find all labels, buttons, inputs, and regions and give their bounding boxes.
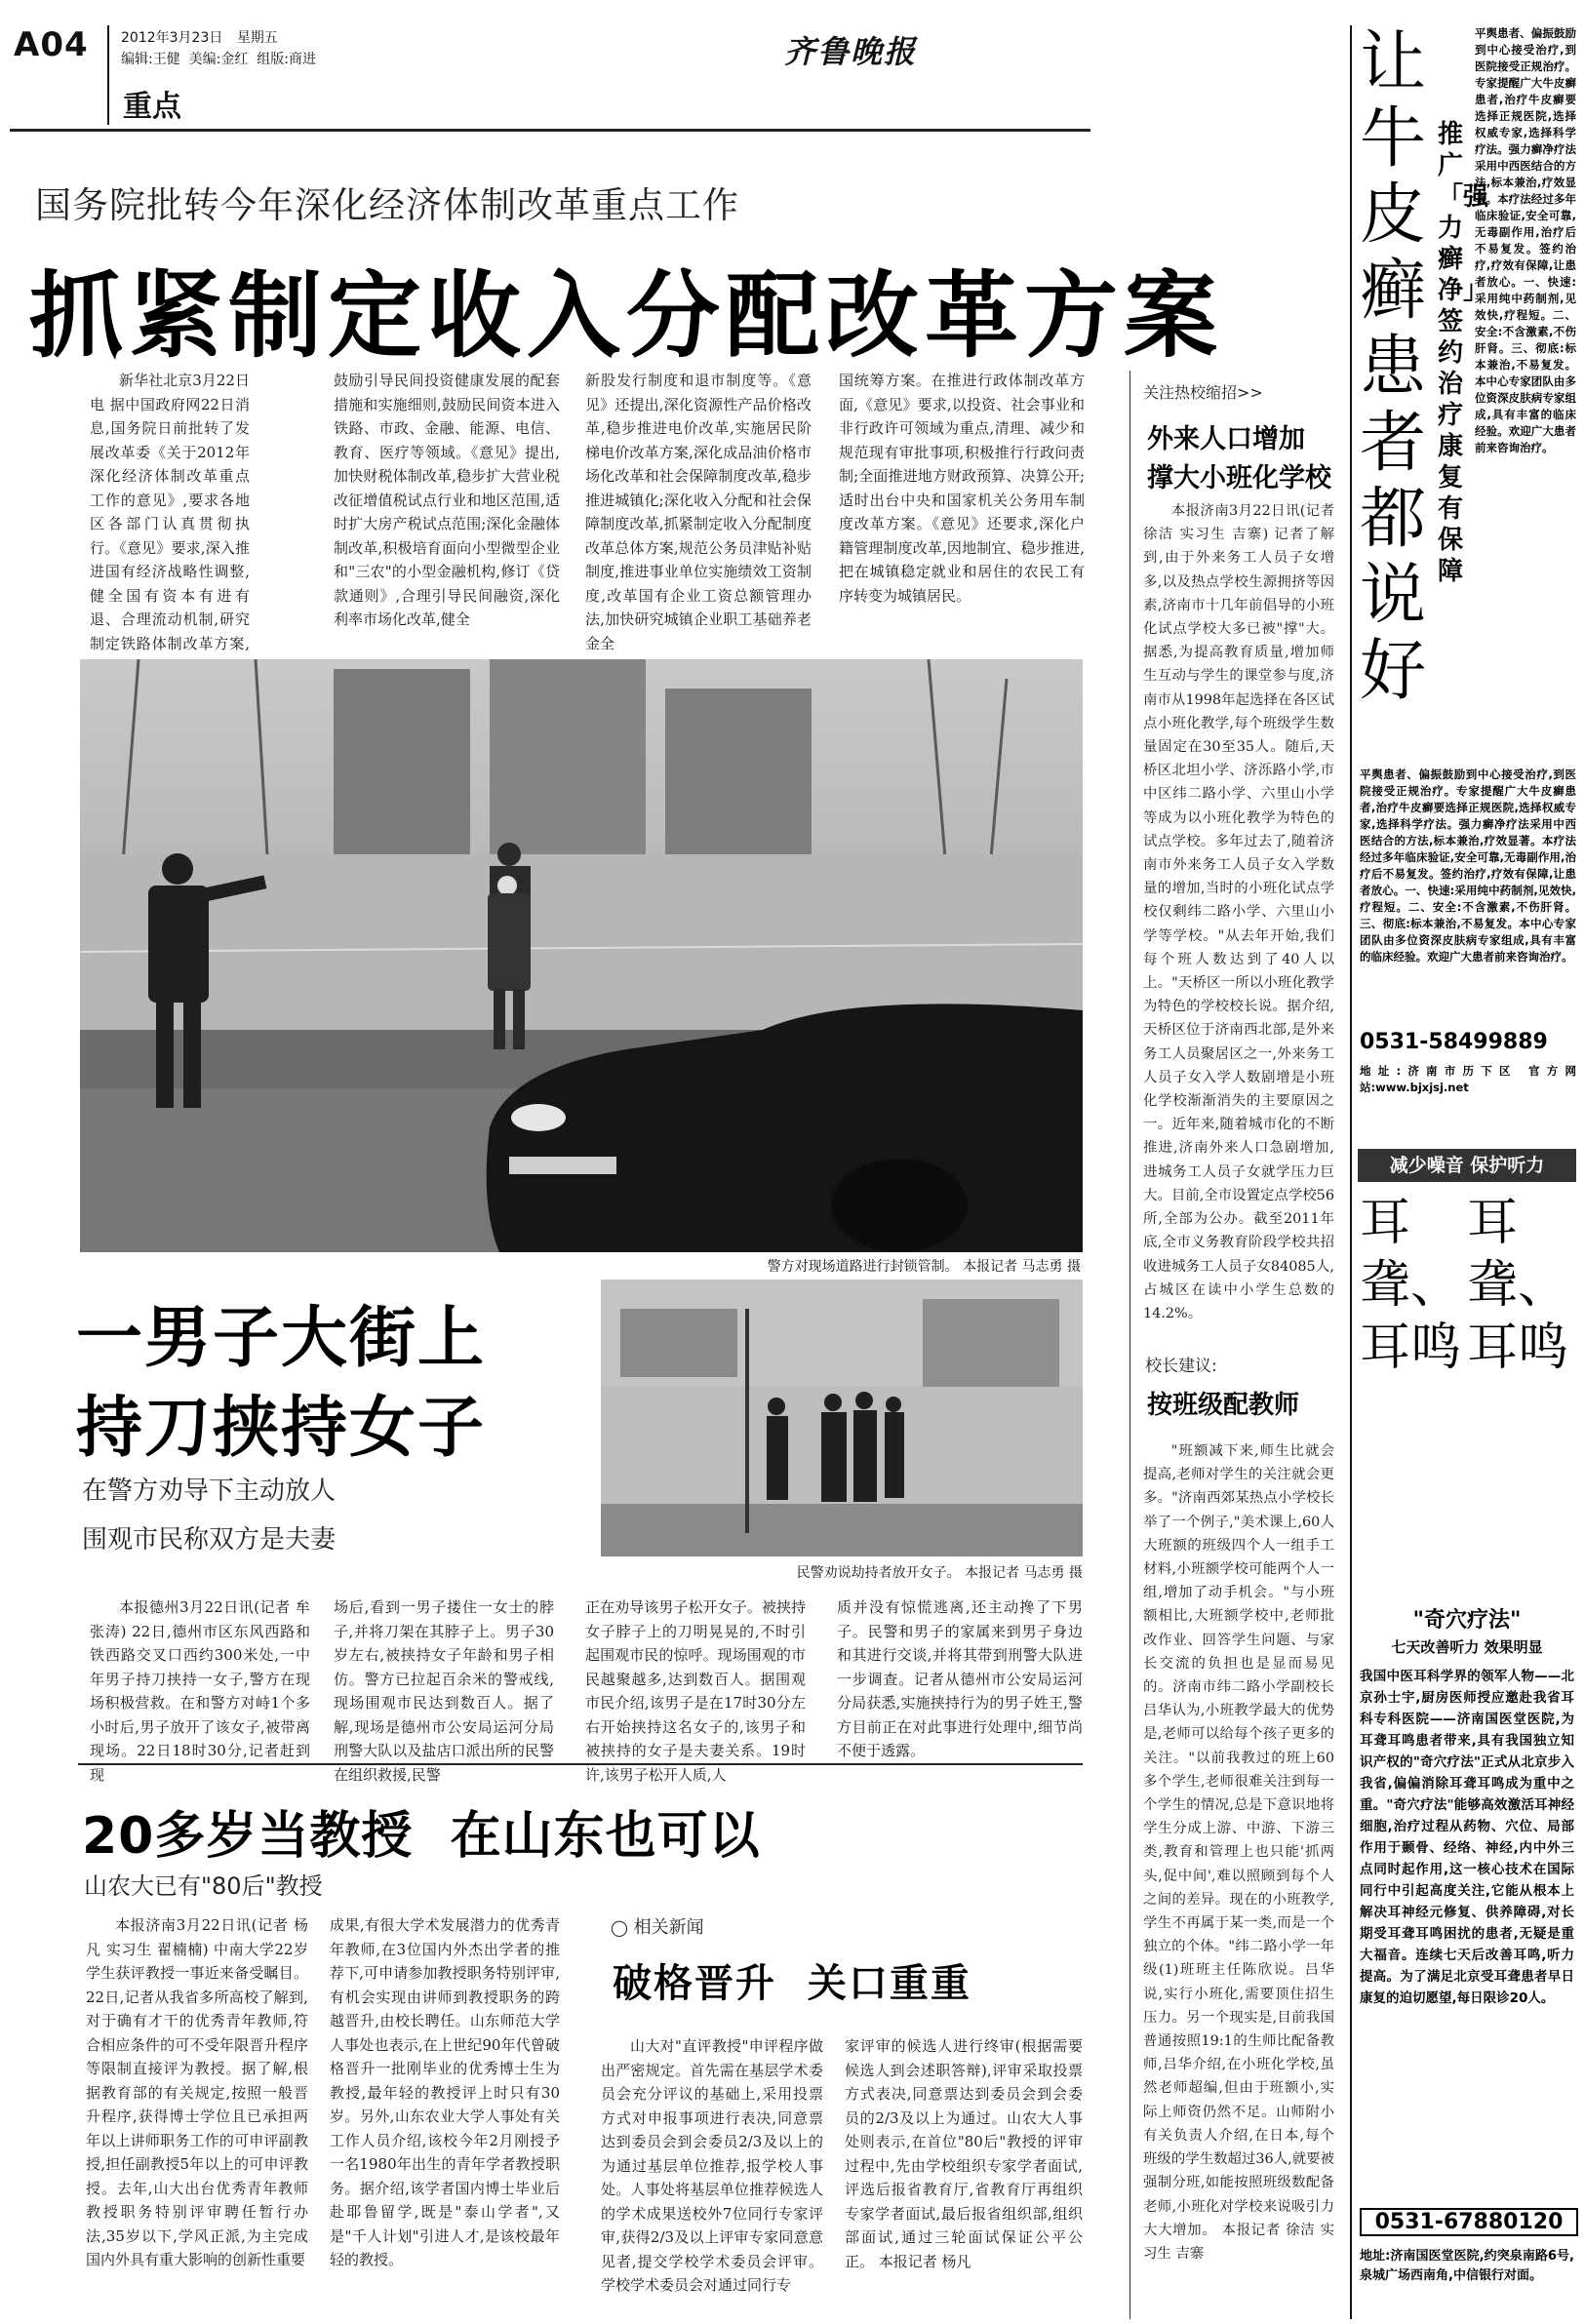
story3-column-1 xyxy=(86,1913,308,2315)
ad-divider xyxy=(1350,25,1352,2319)
story1-column-3 xyxy=(585,369,812,651)
psoriasis-ad-hotline: 0531-58499889 xyxy=(1360,1030,1548,1054)
page-number: A04 xyxy=(14,25,89,64)
story2-column-3 xyxy=(585,1595,806,1784)
section-title: 重点 xyxy=(123,90,181,124)
hearing-ad-sub2: 七天改善听力 效果明显 xyxy=(1391,1638,1543,1656)
story2-column-2 xyxy=(334,1595,554,1784)
related-news-label-text: 相关新闻 xyxy=(633,1917,704,1938)
story2-subhead-2: 围观市民称双方是夫妻 xyxy=(82,1525,337,1555)
related-news-headline: 破格晋升 关口重重 xyxy=(613,1961,971,2006)
story2-col3-text: 正在劝导该男子松开女子。被挟持女子脖子上的刀明晃晃的,不时引起围观市民的惊呼。现场围观的市民越聚越多,达到数百人。据围观市民介绍,该男子是在17时30分左右开始挟持这名女子的,该男子和被挟持的女子是夫妻关系。19时许,该男子松开人质,人 xyxy=(585,1598,806,1784)
story2-column-4 xyxy=(837,1595,1083,1759)
hearing-ad-banner: 减少噪音 保护听力 xyxy=(1358,1149,1576,1182)
paper-logo: 齐鲁晚报 xyxy=(784,33,918,70)
story1-col4-text: 国统筹方案。在推进行政体制改革方面,《意见》要求,以投资、社会事业和非行政许可领域为重点,清理、减少和规范现有审批事项,积极推行行政问责制;全面推进地方财政预算、决算公开;适时出台中央和国家机关公务用车制度改革方案。《意见》还要求,深化户籍管理制度改革,因地制宜、稳步推进,把在城镇稳定就业和居住的农民工有序转变为城镇居民。 xyxy=(839,372,1085,605)
story2-photo-illustration xyxy=(601,1280,1083,1556)
story2-headline-line2: 持刀挟持女子 xyxy=(76,1390,487,1467)
story3-col1-text: 本报济南3月22日讯(记者 杨凡 实习生 翟楠楠) 中南大学22岁学生获评教授一事近来备受瞩目。22日,记者从我省多所高校了解到,对于确有才干的优秀青年教师,符合相应条件的可不受年限晋升程序等限制直接评为教授。据了解,根据教育部的有关规定,按照一般晋升程序,获得博士学位且已承担两年以上讲师职务工作的可申评副教授,担任副教授5年以上的可申评教授。去年,山大出台优秀青年教师教授职务特别评审聘任暂行办法,35岁以下,学风正派,为主完成国内外具有重大影响的创新性重要 xyxy=(86,1916,308,2268)
story1-column-4 xyxy=(839,369,1085,651)
masthead-divider xyxy=(107,25,109,125)
related-news-icon: ◯ xyxy=(611,1918,628,1937)
related-col1-text: 山大对"直评教授"申评程序做出严密规定。首先需在基层学术委员会充分评议的基础上,采用投票方式对申报事项进行表决,同意票达到委员会到会委员2/3及以上的为通过基层单位推荐,报学校人事处。人事处将基层单位推荐候选人的学术成果送校外7位同行专家评审,获得2/3及以上评审专家同意意见者,提交学校学术委员会评审。学校学术委员会对通过同行专 xyxy=(601,2037,823,2294)
editors-line: 编辑:王健 美编:金红 组版:商进 xyxy=(121,52,316,67)
hearing-ad-sub: "奇穴疗法" xyxy=(1412,1608,1522,1633)
story2-photo-caption: 民警劝说劫持者放开女子。 本报记者 马志勇 摄 xyxy=(796,1565,1083,1581)
story4-body2-text: "班额减下来,师生比就会提高,老师对学生的关注就会更多。"济南西郊某热点小学校长举了一个例子,"美术课上,60人大班额的班级四个人一组手工材料,小班额学校可能两个人一组,增加了动手机会。"与小班额相比,大班额学校中,老师批改作业、回答学生问题、与家长交流的负担也是显而易见的。济南市纬二路小学副校长吕华认为,小班教学最大的优势是,老师可以给每个孩子更多的关注。"以前我教过的班上60多个学生,老师很难关注到每一个学生的情况,总是下意识地将学生分成上游、中游、下游三类,教育和管理上也只能'抓两头,促中间',难以照顾到每个人之间的差异。现在的小班教学,学生不再属于某一类,而是一个独立的个体。"纬二路小学一年级(1)班班主任陈欣说。吕华说,实行小班化,需要顶住招生压力。另一个现实是,目前我国普通按照19:1的生师比配备教师,吕华介绍,在小班化学校,虽然老师超编,但由于班额小,实际上师资仍然不足。山师附小有关负责人介绍,在日本,每个班级的学生数超过36人,就要被强制分班,如能按照班级数配备老师,小班化对学校来说吸引力大大增加。 本报记者 徐洁 实习生 吉寨 xyxy=(1143,1443,1334,2262)
story4-sub-headline: 按班级配教师 xyxy=(1147,1391,1300,1420)
story1-col1-text: 新华社北京3月22日电 据中国政府网22日消息,国务院日前批转了发展改革委《关于2012年深化经济体制改革重点工作的意见》,要求各地区各部门认真贯彻执行。《意见》要求,深入推进国有经济战略性调整,健全国有资本有进有退、合理流动机制,研究制定铁路体制改革方案, xyxy=(90,372,250,652)
story3-headline: 20多岁当教授 在山东也可以 xyxy=(82,1807,761,1866)
psoriasis-ad-body-right: 平舆患者、偏振鼓励到中心接受治疗,到医院接受正规治疗。专家提醒广大牛皮癣患者,治疗牛皮癣要选择正规医院,选择权威专家,选择科学疗法。强力癣净疗法采用中西医结合的方法,标本兼治,疗效显著。本疗法经过多年临床验证,安全可靠,无毒副作用,治疗后不易复发。签约治疗,疗效有保障,让患者放心。一、快速:采用纯中药制剂,见效快,疗程短。二、安全:不含激素,不伤肝肾。三、彻底:标本兼治,不易复发。本中心专家团队由多位资深皮肤病专家组成,具有丰富的临床经验。欢迎广大患者前来咨询治疗。 xyxy=(1475,26,1576,454)
related-column-2 xyxy=(845,2034,1083,2315)
masthead-rule xyxy=(10,129,1090,132)
story2-col2-text: 场后,看到一男子搂住一女士的脖子,并将刀架在其脖子上。男子30岁左右,被挟持女子年龄和男子相仿。警方已拉起百余米的警戒线,现场围观市民达到数百人。据了解,现场是德州市公安局运河分局刑警大队以及盐店口派出所的民警在组织救援,民警 xyxy=(334,1598,554,1784)
psoriasis-ad-headline: 让牛皮癣患者都说好 xyxy=(1360,24,1427,710)
hearing-ad xyxy=(1358,1149,1576,2319)
story2-headline-line1: 一男子大街上 xyxy=(76,1300,487,1377)
story4-headline-line2: 撑大小班化学校 xyxy=(1147,463,1331,493)
related-column-1 xyxy=(601,2034,823,2315)
psoriasis-ad-sub: 推广「强力癣净」签约治疗康复有保障 xyxy=(1438,120,1489,586)
hearing-ad-body: 我国中医耳科学界的领军人物——北京孙士宇,厨房医师授应邀赴我省耳科专科医院——济南国医堂医院,为耳聋耳鸣患者带来,具有我国独立知识产权的"奇穴疗法"正式从北京步入我省,偏偏消除耳聋耳鸣成为重中之重。"奇穴疗法"能够高效激活耳神经细胞,治疗过程从药物、穴位、局部作用于颞骨、经络、神经,内中外三点同时起作用,这一核心技术在国际同行中引起高度关注,它能从根本上解决耳神经元修复、供养障碍,对长期受耳聋耳鸣困扰的患者,无疑是重大福音。连续七天后改善耳鸣,听力提高。为了满足北京受耳聋患者早日康复的迫切愿望,每日限诊20人。 xyxy=(1360,1669,1574,2006)
story3-subhead: 山农大已有"80后"教授 xyxy=(84,1872,323,1900)
hearing-ad-headline-b: 耳聋、耳鸣 xyxy=(1467,1194,1569,1377)
story2-column-1 xyxy=(90,1595,310,1784)
hearing-ad-phone: 0531-67880120 xyxy=(1360,2208,1578,2236)
psoriasis-ad xyxy=(1358,25,1576,1137)
date-text: 2012年3月23日 xyxy=(121,30,223,46)
issue-date xyxy=(121,27,278,47)
weekday-text: 星期五 xyxy=(236,30,278,46)
sidebar-divider xyxy=(1129,371,1130,2319)
story1-kicker: 国务院批转今年深化经济体制改革重点工作 xyxy=(35,184,739,226)
story2-bottom-rule xyxy=(78,1763,1083,1765)
main-photo xyxy=(80,659,1083,1252)
story1-col3-text: 新股发行制度和退市制度等。《意见》还提出,深化资源性产品价格改革,稳步推进电价改革,实施居民阶梯电价改革方案,深化成品油价格市场化改革和社会保障制度改革,稳步推进城镇化;深化收入分配和社会保障制度改革,抓紧制定收入分配制度改革总体方案,规范公务员津贴补贴制度,推进事业单位实施绩效工资制度,改革国有企业工资总额管理办法,加快研究城镇企业职工基础养老金全 xyxy=(585,372,812,652)
main-photo-illustration xyxy=(80,659,1083,1252)
related-news-label xyxy=(611,1913,704,1939)
psoriasis-ad-address: 地址:济南市历下区 官方网站:www.bjxjsj.net xyxy=(1360,1064,1576,1094)
story1-col2-text: 鼓励引导民间投资健康发展的配套措施和实施细则,鼓励民间资本进入铁路、市政、金融、能源、电信、教育、医疗等领域。《意见》提出,加快财税体制改革,稳步扩大营业税改征增值税试点行业和地区范围,适时扩大房产税试点范围;深化金融体制改革,积极培育面向小型微型企业和"三农"的小型金融机构,修订《贷款通则》,合理引导民间融资,深化利率市场化改革,健全 xyxy=(334,372,560,628)
story2-col1-text: 本报德州3月22日讯(记者 牟张涛) 22日,德州市区东风西路和铁西路交叉口西约300米处,一中年男子持刀挟持一女子,警方在现场积极营救。在和警方对峙1个多小时后,男子放开了该女子,被带离现场。22日18时30分,记者赶到现 xyxy=(90,1598,310,1784)
hearing-ad-headline-a: 耳聋、耳鸣 xyxy=(1360,1194,1462,1377)
main-photo-caption: 警方对现场道路进行封锁管制。 本报记者 马志勇 摄 xyxy=(767,1259,1081,1275)
story4-tag: 关注热校缩招>> xyxy=(1143,383,1263,402)
story1-column-2 xyxy=(334,369,560,651)
story4-body xyxy=(1143,499,1334,1330)
story2-subhead-1: 在警方劝导下主动放人 xyxy=(82,1477,337,1506)
story2-col4-text: 质并没有惊慌逃离,还主动搀了下男子。民警和男子的家属来到男子身边和其进行交谈,并将其带到刑警大队进一步调查。记者从德州市公安局运河分局获悉,实施挟持行为的男子姓王,警方目前正在对此事进行处理中,细节尚不便于透露。 xyxy=(837,1598,1083,1759)
story4-headline-line1: 外来人口增加 xyxy=(1147,424,1305,454)
story4-body-2 xyxy=(1143,1439,1334,2315)
psoriasis-ad-body-bottom: 平舆患者、偏振鼓励到中心接受治疗,到医院接受正规治疗。专家提醒广大牛皮癣患者,治疗牛皮癣要选择正规医院,选择权威专家,选择科学疗法。强力癣净疗法采用中西医结合的方法,标本兼治,疗效显著。本疗法经过多年临床验证,安全可靠,无毒副作用,治疗后不易复发。签约治疗,疗效有保障,让患者放心。一、快速:采用纯中药制剂,见效快,疗程短。二、安全:不含激素,不伤肝肾。三、彻底:标本兼治,不易复发。本中心专家团队由多位资深皮肤病专家组成,具有丰富的临床经验。欢迎广大患者前来咨询治疗。 xyxy=(1360,768,1576,964)
related-col2-text: 家评审的候选人进行终审(根据需要候选人到会述职答辩),评审采取投票方式表决,同意票达到委员会到会委员的2/3及以上为通过。山农大人事处则表示,在首位"80后"教授的评审过程中,先由学校组织专家学者面试,评选后报省教育厅,省教育厅再组织专家学者面试,最后报省组织部,组织部面试,通过三轮面试保证公平公正。 本报记者 杨凡 xyxy=(845,2037,1083,2270)
story3-column-2 xyxy=(330,1913,560,2315)
story4-sub-label: 校长建议: xyxy=(1145,1357,1217,1376)
hearing-ad-address: 地址:济南国医堂医院,约突泉南路6号,泉城广场西南角,中信银行对面。 xyxy=(1360,2249,1574,2283)
story2-photo xyxy=(601,1280,1083,1556)
story4-body-text: 本报济南3月22日讯(记者 徐洁 实习生 吉寨) 记者了解到,由于外来务工人员子女增多,以及热点学校生源拥挤等因素,济南市十几年前倡导的小班化试点学校大多已被"撑"大。据悉,为提高教育质量,增加师生互动与学生的课堂参与度,济南市从1998年起选择在各区试点小班化教学,每个班级学生数量固定在30至35人。随后,天桥区北坦小学、济泺路小学,市中区纬二路小学、六里山小学等成为以小班化教学为特色的试点学校。多年过去了,随着济南市外来务工人员子女入学数量的增加,当时的小班化试点学校仅剩纬二路小学、六里山小学等学校。"从去年开始,我们每个班人数达到了40人以上。"天桥区一所以小班化教学为特色的学校校长说。据介绍,天桥区位于济南西北部,是外来务工人员聚居区之一,外来务工人员子女入学人数剧增是小班化学校渐渐消失的主要原因之一。近年来,随着城市化的不断推进,济南外来人口急剧增加,进城务工人员子女就学压力巨大。目前,全市设置定点学校56所,全部为公办。截至2011年底,全市义务教育阶段学校共招收进城务工人员子女84085人,占城区在读中小学生总数的14.2%。 xyxy=(1143,503,1334,1321)
story3-col2-text: 成果,有很大学术发展潜力的优秀青年教师,在3位国内外杰出学者的推荐下,可申请参加教授职务特别评审,有机会实现由讲师到教授职务的跨越晋升,由校长聘任。山东师范大学人事处也表示,在上世纪90年代曾破格晋升一批刚毕业的优秀博士生为教授,最年轻的教授评上时只有30岁。另外,山东农业大学人事处有关工作人员介绍,该校今年2月刚授予一名1980年出生的青年学者教授职务。据介绍,该学者国内博士毕业后赴耶鲁留学,既是"泰山学者",又是"千人计划"引进人才,是该校最年轻的教授。 xyxy=(330,1916,560,2268)
story1-column-1 xyxy=(90,369,250,651)
story1-headline: 抓紧制定收入分配改革方案 xyxy=(29,261,1223,371)
